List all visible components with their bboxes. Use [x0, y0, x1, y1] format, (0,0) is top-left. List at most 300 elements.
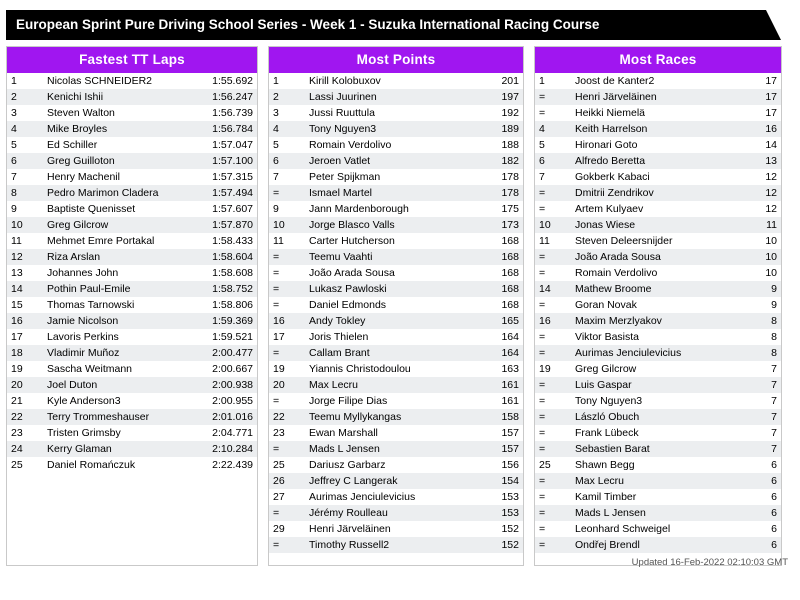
row-position: 9: [273, 203, 279, 215]
table-row: [269, 137, 523, 153]
row-position: 7: [539, 171, 545, 183]
row-driver-name: Nicolas SCHNEIDER2: [47, 75, 153, 87]
row-position: 1: [273, 75, 279, 87]
row-driver-name: Leonhard Schweigel: [575, 523, 671, 535]
row-value: 173: [481, 217, 523, 233]
table-row: [269, 233, 523, 249]
table-row: [269, 185, 523, 201]
table-row: [269, 393, 523, 409]
row-driver-name: Teemu Myllykangas: [305, 409, 481, 425]
row-position: 13: [11, 267, 23, 279]
row-driver-name: Vladimir Muñoz: [43, 345, 197, 361]
row-driver-name: Daniel Romańczuk: [47, 459, 136, 471]
row-value: 13: [739, 153, 781, 169]
row-position: =: [269, 185, 305, 201]
panel-title-most-races: Most Races: [535, 47, 781, 73]
row-value: 1:58.604: [197, 249, 257, 265]
row-position: 20: [7, 377, 43, 393]
table-row: [7, 409, 257, 425]
row-position: 14: [7, 281, 43, 297]
table-row: [269, 441, 523, 457]
table-row: [535, 265, 781, 281]
row-driver-name: Frank Lübeck: [575, 427, 639, 439]
row-position: =: [273, 395, 280, 407]
row-value: 161: [481, 377, 523, 393]
row-position: =: [539, 107, 546, 119]
table-row: [269, 345, 523, 361]
row-driver-name: Jérémy Roulleau: [305, 505, 481, 521]
table-row: [535, 185, 781, 201]
table-row: [535, 281, 781, 297]
table-row: [535, 233, 781, 249]
row-position: 19: [11, 363, 23, 375]
table-row: [7, 185, 257, 201]
row-driver-name: Aurimas Jenciulevicius: [571, 345, 739, 361]
row-position: 16: [269, 313, 305, 329]
table-row: [7, 73, 257, 89]
row-position: =: [269, 249, 305, 265]
updated-timestamp: Updated 16-Feb-2022 02:10:03 GMT: [631, 557, 788, 568]
row-driver-name: Jorge Blasco Valls: [305, 217, 481, 233]
row-value: 188: [501, 139, 519, 151]
row-driver-name: Joris Thielen: [309, 331, 369, 343]
row-value: 1:59.521: [212, 331, 253, 343]
table-row: [7, 297, 257, 313]
row-driver-name: Lukasz Pawloski: [305, 281, 481, 297]
row-position: =: [535, 249, 571, 265]
row-driver-name: Goran Novak: [575, 299, 637, 311]
row-position: 16: [7, 313, 43, 329]
table-row: [269, 489, 523, 505]
row-driver-name: Mathew Broome: [571, 281, 739, 297]
table-row: [535, 201, 781, 217]
row-value: 16: [739, 121, 781, 137]
row-driver-name: Johannes John: [47, 267, 119, 279]
row-position: =: [535, 345, 571, 361]
row-value: 2:01.016: [197, 409, 257, 425]
row-position: =: [539, 331, 546, 343]
table-row: [269, 505, 523, 521]
row-position: 1: [539, 75, 545, 87]
row-driver-name: Lavoris Perkins: [47, 331, 119, 343]
page-title: European Sprint Pure Driving School Series - Week 1 - Suzuka International Racing Course: [16, 17, 600, 32]
row-driver-name: Alfredo Beretta: [571, 153, 739, 169]
row-driver-name: Timothy Russell2: [305, 537, 481, 553]
row-value: 7: [771, 427, 777, 439]
row-driver-name: Maxim Merzlyakov: [571, 313, 739, 329]
row-driver-name: Kerry Glaman: [43, 441, 197, 457]
row-position: 10: [269, 217, 305, 233]
table-row: [7, 249, 257, 265]
table-row: [535, 89, 781, 105]
row-value: 1:59.369: [197, 313, 257, 329]
table-row: [535, 473, 781, 489]
row-position: 22: [269, 409, 305, 425]
panel-most-points: [268, 46, 524, 566]
row-position: 19: [539, 363, 551, 375]
row-position: 25: [539, 459, 551, 471]
row-value: 6: [771, 459, 777, 471]
row-position: =: [269, 441, 305, 457]
row-value: 6: [771, 523, 777, 535]
row-position: =: [539, 427, 546, 439]
row-driver-name: Keith Harrelson: [571, 121, 739, 137]
table-row: [535, 489, 781, 505]
row-value: 9: [739, 281, 781, 297]
row-position: =: [539, 491, 546, 503]
table-row: [535, 249, 781, 265]
row-driver-name: Jamie Nicolson: [43, 313, 197, 329]
row-position: 6: [269, 153, 305, 169]
row-value: 1:57.870: [197, 217, 257, 233]
table-row: [7, 441, 257, 457]
row-value: 1:57.100: [197, 153, 257, 169]
table-row: [269, 409, 523, 425]
panel-title-most-points: Most Points: [269, 47, 523, 73]
table-row: [269, 265, 523, 281]
row-driver-name: Ed Schiller: [47, 139, 98, 151]
row-driver-name: Tony Nguyen3: [305, 121, 481, 137]
row-value: 178: [481, 185, 523, 201]
table-row: [269, 73, 523, 89]
row-value: 182: [481, 153, 523, 169]
row-position: 10: [535, 217, 571, 233]
row-value: 1:57.494: [197, 185, 257, 201]
table-row: [7, 201, 257, 217]
row-position: 27: [273, 491, 285, 503]
table-row: [7, 217, 257, 233]
table-row: [535, 297, 781, 313]
row-driver-name: Kirill Kolobuxov: [309, 75, 381, 87]
row-value: 163: [501, 363, 519, 375]
row-driver-name: Jorge Filipe Dias: [309, 395, 388, 407]
row-position: 1: [11, 75, 17, 87]
row-driver-name: Shawn Begg: [575, 459, 635, 471]
row-position: =: [273, 299, 280, 311]
table-row: [269, 425, 523, 441]
row-position: 6: [7, 153, 43, 169]
row-driver-name: Aurimas Jenciulevicius: [309, 491, 416, 503]
table-row: [269, 121, 523, 137]
row-driver-name: Jeroen Vatlet: [305, 153, 481, 169]
row-value: 11: [739, 217, 781, 233]
row-position: 23: [273, 427, 285, 439]
table-row: [7, 313, 257, 329]
row-driver-name: Dariusz Garbarz: [309, 459, 386, 471]
row-driver-name: Yiannis Christodoulou: [309, 363, 411, 375]
row-driver-name: Greg Guilloton: [43, 153, 197, 169]
table-row: [7, 137, 257, 153]
table-row: [7, 329, 257, 345]
table-row: [7, 457, 257, 473]
row-position: 5: [11, 139, 17, 151]
row-driver-name: Lassi Juurinen: [305, 89, 481, 105]
row-position: 21: [11, 395, 23, 407]
row-value: 1:55.692: [212, 75, 253, 87]
row-driver-name: Terry Trommeshauser: [43, 409, 197, 425]
row-position: 5: [539, 139, 545, 151]
row-position: 12: [7, 249, 43, 265]
row-position: 2: [7, 89, 43, 105]
row-position: 20: [269, 377, 305, 393]
row-position: =: [535, 185, 571, 201]
row-driver-name: Mehmet Emre Portakal: [47, 235, 155, 247]
row-driver-name: Callam Brant: [305, 345, 481, 361]
row-position: 10: [7, 217, 43, 233]
row-driver-name: Jeffrey C Langerak: [305, 473, 481, 489]
table-row: [269, 281, 523, 297]
row-value: 2:00.938: [197, 377, 257, 393]
row-driver-name: Tony Nguyen3: [575, 395, 643, 407]
row-value: 17: [765, 75, 777, 87]
row-driver-name: Henri Järveläinen: [571, 89, 739, 105]
row-position: =: [535, 441, 571, 457]
row-position: =: [269, 345, 305, 361]
row-value: 168: [501, 235, 519, 247]
row-value: 1:58.752: [197, 281, 257, 297]
table-row: [535, 105, 781, 121]
row-driver-name: Romain Verdolivo: [575, 267, 658, 279]
row-value: 175: [501, 203, 519, 215]
row-driver-name: Max Lecru: [571, 473, 739, 489]
row-driver-name: Jussi Ruuttula: [309, 107, 375, 119]
row-position: 11: [11, 235, 22, 247]
row-driver-name: Kenichi Ishii: [43, 89, 197, 105]
row-value: 7: [771, 395, 777, 407]
row-position: 11: [273, 235, 284, 247]
row-driver-name: Thomas Tarnowski: [47, 299, 135, 311]
row-value: 10: [765, 235, 777, 247]
row-driver-name: Artem Kulyaev: [575, 203, 644, 215]
table-row: [7, 153, 257, 169]
row-driver-name: Jann Mardenborough: [309, 203, 409, 215]
row-position: 7: [11, 171, 17, 183]
table-row: [269, 361, 523, 377]
table-row: [535, 345, 781, 361]
row-value: 197: [481, 89, 523, 105]
row-driver-name: Pothin Paul-Emile: [43, 281, 197, 297]
row-value: 2:00.477: [197, 345, 257, 361]
row-position: 18: [7, 345, 43, 361]
row-position: =: [269, 505, 305, 521]
table-row: [535, 73, 781, 89]
row-position: 4: [535, 121, 571, 137]
row-value: 168: [501, 299, 519, 311]
row-value: 168: [481, 281, 523, 297]
row-driver-name: Pedro Marimon Cladera: [43, 185, 197, 201]
row-value: 12: [765, 203, 777, 215]
row-value: 1:58.433: [212, 235, 253, 247]
row-driver-name: Romain Verdolivo: [309, 139, 392, 151]
row-driver-name: Jonas Wiese: [571, 217, 739, 233]
table-row: [269, 153, 523, 169]
row-position: 11: [539, 235, 550, 247]
row-driver-name: Ondřej Brendl: [571, 537, 739, 553]
row-driver-name: João Arada Sousa: [571, 249, 739, 265]
row-value: 17: [765, 107, 777, 119]
row-value: 7: [739, 409, 781, 425]
row-position: 16: [535, 313, 571, 329]
row-value: 154: [481, 473, 523, 489]
table-row: [269, 377, 523, 393]
row-value: 9: [771, 299, 777, 311]
row-driver-name: Steven Deleersnijder: [575, 235, 673, 247]
table-row: [7, 89, 257, 105]
row-driver-name: Teemu Vaahti: [305, 249, 481, 265]
row-value: 6: [771, 491, 777, 503]
row-position: 14: [535, 281, 571, 297]
table-row: [535, 313, 781, 329]
row-position: =: [535, 89, 571, 105]
row-value: 165: [481, 313, 523, 329]
row-driver-name: Ismael Martel: [305, 185, 481, 201]
table-row: [269, 313, 523, 329]
table-row: [7, 393, 257, 409]
row-position: =: [535, 409, 571, 425]
row-value: 1:56.247: [197, 89, 257, 105]
row-driver-name: Carter Hutcherson: [309, 235, 395, 247]
row-position: 5: [273, 139, 279, 151]
table-row: [269, 169, 523, 185]
row-position: =: [539, 523, 546, 535]
row-value: 14: [765, 139, 777, 151]
table-row: [7, 233, 257, 249]
row-position: 17: [11, 331, 23, 343]
row-value: 164: [501, 331, 519, 343]
row-value: 12: [765, 171, 777, 183]
table-row: [535, 377, 781, 393]
row-driver-name: Mads L Jensen: [305, 441, 481, 457]
row-value: 7: [771, 363, 777, 375]
row-driver-name: Sebastien Barat: [571, 441, 739, 457]
row-driver-name: Henry Machenil: [47, 171, 120, 183]
row-value: 1:56.739: [212, 107, 253, 119]
row-driver-name: Tristen Grimsby: [47, 427, 121, 439]
table-row: [535, 153, 781, 169]
row-driver-name: Mike Broyles: [43, 121, 197, 137]
table-row: [7, 105, 257, 121]
row-value: 8: [739, 313, 781, 329]
row-value: 189: [481, 121, 523, 137]
table-row: [535, 521, 781, 537]
table-fastest-tt-laps: [7, 73, 257, 473]
row-position: 19: [273, 363, 285, 375]
table-row: [269, 249, 523, 265]
row-position: =: [539, 267, 546, 279]
row-value: 6: [739, 505, 781, 521]
row-position: 9: [11, 203, 17, 215]
row-position: =: [535, 537, 571, 553]
row-value: 161: [501, 395, 519, 407]
table-row: [269, 297, 523, 313]
table-row: [535, 409, 781, 425]
row-position: 8: [7, 185, 43, 201]
table-row: [7, 281, 257, 297]
row-value: 178: [501, 171, 519, 183]
row-driver-name: Greg Gilcrow: [575, 363, 637, 375]
row-driver-name: Riza Arslan: [43, 249, 197, 265]
row-value: 168: [501, 267, 519, 279]
panel-fastest-tt-laps: [6, 46, 258, 566]
row-position: 3: [273, 107, 279, 119]
table-most-races: [535, 73, 781, 553]
row-driver-name: Kyle Anderson3: [47, 395, 121, 407]
row-driver-name: Joost de Kanter2: [575, 75, 655, 87]
row-driver-name: Peter Spijkman: [309, 171, 381, 183]
row-driver-name: Gokberk Kabaci: [575, 171, 650, 183]
row-driver-name: Mads L Jensen: [571, 505, 739, 521]
row-driver-name: João Arada Sousa: [309, 267, 395, 279]
row-value: 1:57.607: [212, 203, 253, 215]
table-row: [535, 121, 781, 137]
row-position: 25: [11, 459, 23, 471]
row-position: 3: [11, 107, 17, 119]
row-position: 23: [11, 427, 23, 439]
table-row: [535, 457, 781, 473]
row-position: 26: [269, 473, 305, 489]
row-position: 7: [273, 171, 279, 183]
table-row: [269, 201, 523, 217]
row-value: 7: [739, 441, 781, 457]
table-row: [269, 521, 523, 537]
table-row: [535, 137, 781, 153]
row-driver-name: Heikki Niemelä: [575, 107, 646, 119]
row-driver-name: Andy Tokley: [305, 313, 481, 329]
table-most-points: [269, 73, 523, 553]
table-row: [269, 457, 523, 473]
table-row: [7, 265, 257, 281]
row-position: 4: [7, 121, 43, 137]
row-value: 156: [501, 459, 519, 471]
table-row: [269, 537, 523, 553]
table-row: [535, 425, 781, 441]
row-value: 17: [739, 89, 781, 105]
row-position: =: [269, 281, 305, 297]
row-value: 2:22.439: [212, 459, 253, 471]
panel-most-races: [534, 46, 782, 566]
row-position: =: [539, 395, 546, 407]
row-position: 15: [11, 299, 23, 311]
row-driver-name: Joel Duton: [43, 377, 197, 393]
row-value: 7: [739, 377, 781, 393]
row-value: 2:00.955: [212, 395, 253, 407]
table-row: [535, 329, 781, 345]
row-value: 2:04.771: [212, 427, 253, 439]
table-row: [7, 361, 257, 377]
table-row: [269, 217, 523, 233]
row-value: 153: [501, 491, 519, 503]
row-driver-name: Steven Walton: [47, 107, 115, 119]
row-position: 2: [269, 89, 305, 105]
row-position: 29: [273, 523, 285, 535]
row-position: =: [535, 473, 571, 489]
row-driver-name: Luis Gaspar: [571, 377, 739, 393]
table-row: [269, 473, 523, 489]
table-row: [7, 377, 257, 393]
row-value: 10: [765, 267, 777, 279]
row-value: 168: [481, 249, 523, 265]
table-row: [535, 393, 781, 409]
row-position: =: [539, 299, 546, 311]
row-value: 8: [771, 331, 777, 343]
row-position: =: [269, 537, 305, 553]
table-row: [269, 89, 523, 105]
row-position: =: [535, 377, 571, 393]
row-position: 4: [269, 121, 305, 137]
row-value: 12: [739, 185, 781, 201]
row-driver-name: Daniel Edmonds: [309, 299, 387, 311]
header-banner: [6, 10, 781, 40]
